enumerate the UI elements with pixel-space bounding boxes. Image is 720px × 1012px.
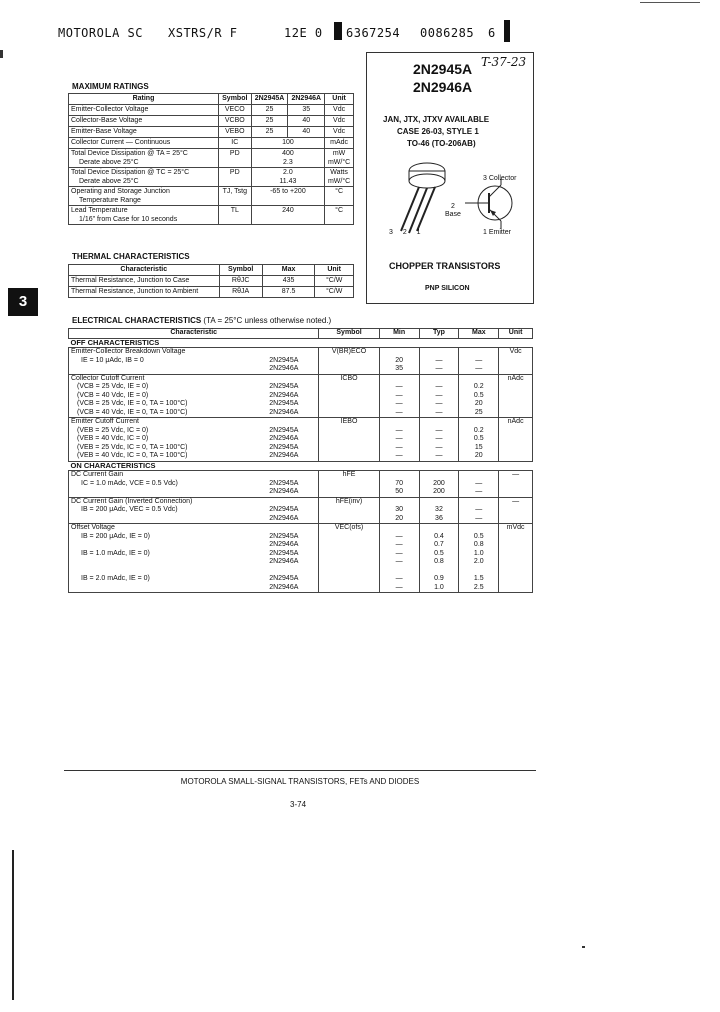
- barcode-mark-2: [504, 20, 510, 42]
- param-condition: (VCB = 40 Vdc, IE = 0): [77, 391, 149, 399]
- param-name: Emitter Cutoff Current: [71, 418, 139, 425]
- typ-value: 1.0: [434, 583, 444, 591]
- part-label: 2N2945A: [269, 443, 299, 451]
- param-unit: nAdc: [499, 418, 533, 462]
- rating-symbol: VCBO: [218, 116, 251, 127]
- max-value: 1.5: [473, 575, 484, 582]
- min-value: 70: [395, 479, 403, 487]
- min-value: 20: [395, 356, 403, 364]
- param-condition: (VEB = 40 Vdc, IC = 0, TA = 100°C): [77, 452, 188, 459]
- typ-value: 36: [435, 514, 443, 522]
- table-row: [69, 127, 354, 138]
- table-row: [69, 471, 533, 498]
- param-condition: (VEB = 25 Vdc, IC = 0, TA = 100°C): [77, 443, 188, 451]
- typ-value: 200: [433, 479, 445, 487]
- min-value: —: [395, 391, 403, 399]
- rating-symbol: PD: [218, 149, 251, 168]
- param-symbol: hFE: [319, 471, 379, 498]
- rating-value-b: 40: [288, 116, 325, 127]
- part-info-box: [366, 52, 534, 304]
- on-characteristics-title: ON CHARACTERISTICS: [69, 461, 533, 471]
- param-unit: —: [499, 497, 533, 524]
- rating-name: Operating and Storage Junction: [71, 188, 170, 195]
- part-number-1: 2N2945A: [413, 61, 473, 77]
- rating-name: Lead Temperature: [71, 207, 128, 214]
- max-value: 2.5: [473, 583, 484, 591]
- min-value: —: [395, 583, 403, 591]
- electrical-title: ELECTRICAL CHARACTERISTICS: [72, 316, 202, 325]
- thermal-unit: °C/W: [315, 287, 354, 298]
- part-label: 2N2945A: [269, 532, 299, 540]
- max-value: —: [475, 506, 483, 513]
- edge-mark: [0, 50, 3, 58]
- pin-emitter-label: 1 Emitter: [483, 229, 512, 236]
- case-style: CASE 26-03, STYLE 1: [397, 127, 479, 136]
- rating-derate: 11.43: [279, 178, 297, 185]
- lead-numbers: 3 2 1: [389, 229, 425, 236]
- param-name: DC Current Gain (Inverted Connection): [71, 497, 193, 505]
- top-rule: [640, 2, 700, 3]
- max-value: —: [475, 488, 483, 495]
- col-characteristic: Characteristic: [69, 329, 319, 339]
- typ-value: 32: [435, 506, 443, 513]
- to46-package-icon: [401, 163, 445, 233]
- min-value: 20: [395, 514, 403, 522]
- off-characteristics-title: OFF CHARACTERISTICS: [69, 338, 533, 348]
- handwritten-note: T-37-23: [481, 55, 527, 69]
- param-condition: IB = 200 μAdc, IE = 0): [81, 532, 151, 540]
- thermal-symbol: RθJA: [219, 287, 262, 298]
- rating-name: Emitter-Collector Voltage: [69, 105, 219, 116]
- max-value: 20: [474, 400, 483, 407]
- table-row: [69, 287, 354, 298]
- thermal-max: 435: [262, 276, 314, 287]
- rating-value: -65 to +200: [251, 187, 325, 206]
- max-value: 0.2: [473, 426, 484, 434]
- min-value: 30: [395, 506, 403, 513]
- param-condition: [81, 541, 150, 550]
- part-label: 2N2945A: [269, 575, 299, 582]
- rating-derate: 2.3: [283, 159, 293, 166]
- param-name: Offset Voltage: [71, 524, 115, 531]
- rating-name: Total Device Dissipation @ TC = 25°C: [71, 169, 190, 176]
- part-label: 2N2945A: [269, 356, 299, 364]
- part-label: 2N2945A: [269, 506, 299, 513]
- rating-name: Emitter-Base Voltage: [69, 127, 219, 138]
- max-value: —: [475, 356, 483, 364]
- rating-unit: Vdc: [325, 116, 354, 127]
- part-number-2: 2N2946A: [413, 79, 473, 95]
- rating-subname: 1/16" from Case for 10 seconds: [79, 216, 178, 223]
- rating-subname: Derate above 25°C: [79, 159, 139, 166]
- max-ratings-table: [68, 93, 354, 225]
- table-row: [69, 374, 533, 418]
- rating-value-a: 25: [251, 127, 288, 138]
- param-symbol: VEC(ofs): [319, 524, 379, 593]
- part-label: 2N2946A: [269, 435, 299, 442]
- rating-unit: Vdc: [325, 105, 354, 116]
- thermal-symbol: RθJC: [219, 276, 262, 287]
- pin-2-label: 2: [451, 203, 455, 210]
- table-row: [69, 138, 354, 149]
- max-value: 20: [474, 452, 483, 459]
- speck: [582, 946, 585, 948]
- part-label: 2N2946A: [269, 488, 299, 495]
- max-value: 0.5: [473, 435, 484, 442]
- pnp-transistor-symbol-icon: [465, 179, 512, 229]
- part-label: 2N2946A: [269, 514, 299, 522]
- param-condition: IB = 2.0 mAdc, IE = 0): [81, 575, 150, 582]
- part-label: 2N2946A: [269, 365, 299, 372]
- max-value: 0.5: [473, 391, 484, 399]
- min-value: 35: [395, 365, 403, 372]
- min-value: —: [395, 435, 403, 442]
- catalog-suffix: 6: [488, 26, 496, 40]
- max-value: —: [475, 479, 483, 487]
- rating-value: 2.0: [283, 169, 293, 176]
- col-unit: Unit: [499, 329, 533, 339]
- col-min: Min: [379, 329, 419, 339]
- param-condition: (VCB = 25 Vdc, IE = 0): [77, 383, 149, 390]
- rating-name: Collector Current — Continuous: [69, 138, 219, 149]
- device-type: CHOPPER TRANSISTORS: [389, 261, 501, 271]
- thermal-characteristic: Thermal Resistance, Junction to Ambient: [69, 287, 220, 298]
- typ-value: 0.4: [434, 532, 444, 540]
- availability: JAN, JTX, JTXV AVAILABLE: [383, 115, 490, 124]
- min-value: —: [395, 575, 403, 582]
- param-condition: [81, 558, 150, 567]
- param-unit: nAdc: [499, 374, 533, 418]
- param-symbol: V(BR)ECO: [319, 348, 379, 375]
- max-ratings-title: MAXIMUM RATINGS: [72, 82, 149, 91]
- param-condition: IE = 10 μAdc, IB = 0: [81, 356, 144, 364]
- catalog-number-1: 6367254: [346, 26, 401, 40]
- package: TO-46 (TO-206AB): [407, 139, 476, 148]
- typ-value: —: [435, 443, 443, 451]
- max-value: 25: [474, 408, 483, 416]
- min-value: —: [395, 383, 403, 390]
- rating-value-a: 25: [251, 116, 288, 127]
- min-value: 50: [395, 488, 403, 495]
- rating-unit-2: mW/°C: [327, 159, 351, 166]
- electrical-table-wrap: [68, 328, 533, 593]
- col-2n2945a: 2N2945A: [251, 94, 288, 105]
- max-value: 1.0: [473, 549, 484, 557]
- part-label: 2N2946A: [269, 541, 299, 548]
- typ-value: 200: [433, 488, 445, 495]
- barcode-mark: [334, 22, 342, 40]
- max-value: 2.0: [473, 558, 484, 565]
- col-unit: Unit: [325, 94, 354, 105]
- typ-value: 0.9: [434, 575, 444, 582]
- col-max: Max: [459, 329, 499, 339]
- rating-unit: Watts: [330, 169, 348, 176]
- rating-symbol: PD: [218, 168, 251, 187]
- rating-unit: °C: [325, 187, 354, 206]
- rating-subname: Temperature Range: [79, 197, 141, 204]
- col-max: Max: [262, 265, 314, 276]
- param-symbol: ICBO: [319, 374, 379, 418]
- table-row: [69, 105, 354, 116]
- page-number: 3-74: [290, 800, 307, 809]
- electrical-condition: (TA = 25°C unless otherwise noted.): [203, 316, 332, 325]
- max-value: —: [475, 514, 483, 522]
- section-tab: 3: [8, 288, 38, 316]
- param-condition: IB = 200 μAdc, VEC = 0.5 Vdc): [81, 506, 178, 513]
- typ-value: —: [435, 452, 443, 459]
- rating-unit: mAdc: [325, 138, 354, 149]
- min-value: [382, 567, 417, 576]
- param-condition: IC = 1.0 mAdc, VCE = 0.5 Vdc): [81, 479, 178, 487]
- col-typ: Typ: [419, 329, 459, 339]
- rating-symbol: TJ, Tstg: [218, 187, 251, 206]
- max-value: 0.8: [473, 541, 484, 548]
- part-label: 2N2945A: [269, 426, 299, 434]
- rating-symbol: VEBO: [218, 127, 251, 138]
- param-condition: (VCB = 25 Vdc, IE = 0, TA = 100°C): [77, 400, 188, 407]
- max-value: 0.2: [473, 383, 484, 390]
- thermal-table: [68, 264, 354, 298]
- table-row: [69, 168, 354, 187]
- thermal-title: THERMAL CHARACTERISTICS: [72, 252, 190, 261]
- catalog-number-2: 0086285: [420, 26, 475, 40]
- typ-value: 0.7: [434, 541, 444, 548]
- part-label: 2N2945A: [269, 400, 299, 407]
- rating-value: 400: [282, 150, 294, 157]
- rating-subname: Derate above 25°C: [79, 178, 139, 185]
- rating-name: Total Device Dissipation @ TA = 25°C: [71, 150, 188, 157]
- max-value: —: [475, 365, 483, 372]
- table-row: [69, 149, 354, 168]
- typ-value: —: [435, 426, 443, 434]
- max-value: 15: [474, 443, 483, 451]
- thermal-max: 87.5: [262, 287, 314, 298]
- min-value: —: [395, 541, 403, 548]
- electrical-table: [68, 328, 533, 593]
- param-condition: [81, 584, 150, 593]
- table-row: [69, 206, 354, 225]
- min-value: —: [395, 426, 403, 434]
- part-label: 2N2946A: [269, 583, 299, 591]
- col-characteristic: Characteristic: [69, 265, 220, 276]
- thermal-unit: °C/W: [315, 276, 354, 287]
- param-condition: (VEB = 25 Vdc, IC = 0): [77, 426, 149, 434]
- rating-unit: mW: [332, 150, 346, 157]
- rating-unit: Vdc: [325, 127, 354, 138]
- part-label: 2N2945A: [269, 479, 299, 487]
- table-row: [69, 418, 533, 462]
- footer-rule: [64, 770, 536, 771]
- polarity: PNP SILICON: [425, 285, 470, 292]
- part-label: 2N2946A: [269, 408, 299, 416]
- max-value: [461, 567, 496, 576]
- param-unit: Vdc: [499, 348, 533, 375]
- table-row: [69, 497, 533, 524]
- rating-symbol: IC: [218, 138, 251, 149]
- col-2n2946a: 2N2946A: [288, 94, 325, 105]
- typ-value: —: [435, 356, 443, 364]
- part-label: [269, 567, 298, 576]
- rating-symbol: VECO: [218, 105, 251, 116]
- typ-value: 0.5: [434, 549, 444, 557]
- code: 12E 0: [284, 26, 323, 40]
- thermal-characteristic: Thermal Resistance, Junction to Case: [69, 276, 220, 287]
- min-value: —: [395, 452, 403, 459]
- rating-value-a: 25: [251, 105, 288, 116]
- col-symbol: Symbol: [218, 94, 251, 105]
- min-value: —: [395, 558, 403, 565]
- param-condition: IB = 1.0 mAdc, IE = 0): [81, 549, 150, 557]
- param-condition: (VEB = 40 Vdc, IC = 0): [77, 435, 149, 442]
- col-symbol: Symbol: [319, 329, 379, 339]
- table-row: [69, 116, 354, 127]
- param-symbol: hFE(inv): [319, 497, 379, 524]
- table-row: [69, 187, 354, 206]
- max-value: 0.5: [473, 532, 484, 540]
- typ-value: —: [435, 435, 443, 442]
- pin-collector-label: 3 Collector: [483, 175, 517, 182]
- electrical-title-line: [72, 316, 331, 325]
- part-label: 2N2946A: [269, 391, 299, 399]
- typ-value: [422, 567, 457, 576]
- param-condition: [81, 567, 150, 576]
- rating-unit-2: mW/°C: [327, 178, 351, 185]
- rating-value: 240: [251, 206, 325, 225]
- rating-symbol: TL: [218, 206, 251, 225]
- param-condition: (VCB = 40 Vdc, IE = 0, TA = 100°C): [77, 408, 188, 416]
- min-value: —: [395, 532, 403, 540]
- edge-binding-line: [12, 850, 14, 1000]
- rating-name: Collector-Base Voltage: [69, 116, 219, 127]
- param-name: DC Current Gain: [71, 471, 124, 478]
- param-name: Collector Cutoff Current: [71, 374, 145, 382]
- param-symbol: IEBO: [319, 418, 379, 462]
- typ-value: 0.8: [434, 558, 444, 565]
- pin-base-label: Base: [445, 211, 461, 218]
- rating-value-b: 40: [288, 127, 325, 138]
- typ-value: —: [435, 391, 443, 399]
- param-name: Emitter-Collector Breakdown Voltage: [71, 348, 186, 355]
- min-value: —: [395, 400, 403, 407]
- param-unit: —: [499, 471, 533, 498]
- manufacturer: MOTOROLA SC: [58, 26, 143, 40]
- part-label: 2N2946A: [269, 558, 299, 565]
- part-label: 2N2946A: [269, 452, 299, 459]
- rating-value-b: 35: [288, 105, 325, 116]
- table-row: [69, 348, 533, 375]
- min-value: —: [395, 408, 403, 416]
- col-rating: Rating: [69, 94, 219, 105]
- rating-unit: °C: [325, 206, 354, 225]
- part-label: 2N2945A: [269, 549, 299, 557]
- min-value: —: [395, 443, 403, 451]
- min-value: —: [395, 549, 403, 557]
- col-unit: Unit: [315, 265, 354, 276]
- typ-value: —: [435, 408, 443, 416]
- part-label: 2N2945A: [269, 383, 299, 390]
- footer-text: MOTOROLA SMALL-SIGNAL TRANSISTORS, FETs AND DIODES: [180, 777, 420, 786]
- division: XSTRS/R F: [168, 26, 238, 40]
- col-symbol: Symbol: [219, 265, 262, 276]
- rating-value: 100: [251, 138, 325, 149]
- typ-value: —: [435, 400, 443, 407]
- typ-value: —: [435, 365, 443, 372]
- typ-value: —: [435, 383, 443, 390]
- table-row: [69, 276, 354, 287]
- param-unit: mVdc: [499, 524, 533, 593]
- table-row: [69, 524, 533, 593]
